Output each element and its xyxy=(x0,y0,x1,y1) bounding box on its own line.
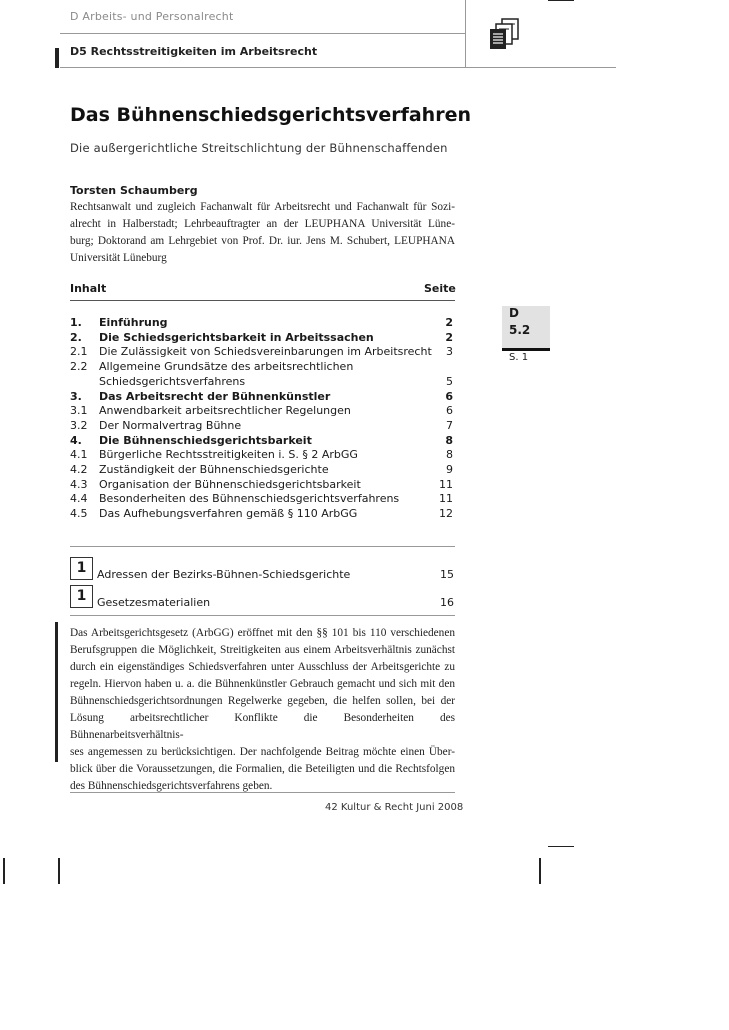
toc-page-number: 11 xyxy=(439,492,453,506)
author-bio xyxy=(70,199,455,267)
page-reference-icon xyxy=(70,557,93,580)
toc-number: 4.5 xyxy=(70,507,88,521)
toc-entry-title: Schiedsgerichtsverfahrens xyxy=(99,374,246,388)
author-bio-line: Rechtsanwalt und zugleich Fachanwalt für Arbeitsrecht und Fachanwalt für Sozi- xyxy=(70,201,455,213)
toc-entry-title: Das Aufhebungsverfahren gemäß § 110 ArbGG xyxy=(99,507,358,521)
subsection-header: D5 Rechtsstreitigkeiten im Arbeitsrecht xyxy=(70,45,318,58)
abstract-line: Bühnenschiedsgerichtsordnungen Regelwerke gegeben, die helfen sollen, bei der xyxy=(70,695,455,707)
reference-icon-digit: 1 xyxy=(72,559,91,578)
author-bio-line: alrecht in Halberstadt; Lehrbeauftragter an der LEUPHANA Universität Lüne- xyxy=(70,218,455,230)
toc-row xyxy=(70,477,455,492)
header-bottom-divider xyxy=(60,67,616,68)
toc-page-number: 7 xyxy=(446,418,453,432)
abstract-marker-bar xyxy=(55,622,58,762)
footer-text: 42 Kultur & Recht Juni 2008 xyxy=(325,802,464,813)
toc-number: 4.1 xyxy=(70,448,88,462)
toc-entry-title: Die Bühnenschiedsgerichtsbarkeit xyxy=(99,433,312,447)
page-reference-icon xyxy=(70,585,93,608)
abstract-line: regeln. Hiervon haben u. a. die Bühnenkünstler Gebrauch gemacht und sich mit den xyxy=(70,678,455,690)
toc-entry-title: Zuständigkeit der Bühnenschiedsgerichte xyxy=(99,463,329,476)
toc-row xyxy=(70,433,455,448)
toc-page-number: 6 xyxy=(445,389,453,403)
toc-page-number: 8 xyxy=(446,448,453,462)
reference-page: 16 xyxy=(440,596,454,609)
toc-divider xyxy=(70,300,455,301)
toc-row xyxy=(70,418,455,433)
abstract-line: blick über die Voraussetzungen, die Formalien, die Beteiligten und die Rechtsfolgen xyxy=(70,763,455,775)
toc-entry-title: Einführung xyxy=(99,316,168,329)
reference-item: Gesetzesmaterialien xyxy=(97,596,211,609)
toc-number: 2. xyxy=(70,330,82,344)
crop-mark xyxy=(539,858,541,884)
toc-number: 4.4 xyxy=(70,492,88,506)
toc-row xyxy=(70,491,455,506)
article-title: Das Bühnenschiedsgerichtsverfahren xyxy=(70,104,471,126)
toc-row xyxy=(70,359,455,374)
tab-page: S. 1 xyxy=(509,352,529,363)
abstract-line: Das Arbeitsgerichtsgesetz (ArbGG) eröffnet mit den §§ 101 bis 110 verschiedenen xyxy=(70,627,455,639)
author-name: Torsten Schaumberg xyxy=(70,184,198,197)
toc-entry-title: Das Arbeitsrecht der Bühnenkünstler xyxy=(99,389,331,403)
toc-entry-title: Organisation der Bühnenschiedsgerichtsbarkeit xyxy=(99,477,361,491)
toc-number: 4. xyxy=(70,433,82,447)
article-subtitle: Die außergerichtliche Streitschlichtung der Bühnenschaffenden xyxy=(70,141,448,155)
reference-item: Adressen der Bezirks-Bühnen-Schiedsgerichte xyxy=(97,568,351,581)
abstract-line: Lösung arbeitsrechtlicher Konflikte die Besonderheiten des Bühnenarbeitsverhältnis- xyxy=(70,712,455,741)
toc-page-number: 6 xyxy=(446,404,453,418)
toc-number: 3. xyxy=(70,389,82,403)
tab-letter: D xyxy=(509,306,519,320)
toc-row xyxy=(70,462,455,477)
toc-heading: Inhalt xyxy=(70,282,107,295)
toc-row xyxy=(70,315,455,330)
toc-row xyxy=(70,403,455,418)
document-stack-icon xyxy=(488,18,522,50)
abstract xyxy=(70,625,455,795)
abstract-line: ses angemessen zu berücksichtigen. Der nachfolgende Beitrag möchte einen Über- xyxy=(70,746,455,758)
toc-page-number: 11 xyxy=(439,477,453,491)
toc-number: 3.1 xyxy=(70,404,88,418)
abstract-line: durch ein eigenständiges Schiedsverfahren unter Ausschluss der Arbeitsgerichte zu xyxy=(70,661,455,673)
abstract-line: des Bühnenschiedsgerichtsverfahrens geben. xyxy=(70,780,273,792)
toc-number: 2.2 xyxy=(70,360,88,374)
toc-row xyxy=(70,344,455,359)
toc-row xyxy=(70,374,455,389)
toc-entry-title: Allgemeine Grundsätze des arbeitsrechtlichen xyxy=(99,360,354,374)
author-bio-line: Universität Lüneburg xyxy=(70,252,167,264)
references-divider-bottom xyxy=(70,615,455,616)
toc-row xyxy=(70,506,455,521)
crop-mark xyxy=(58,858,60,884)
toc-page-number: 9 xyxy=(446,463,453,476)
author-bio-line: burg; Doktorand am Lehrgebiet von Prof. Dr. iur. Jens M. Schubert, LEUPHANA xyxy=(70,235,455,247)
toc-entry-title: Bürgerliche Rechtsstreitigkeiten i. S. § 2 ArbGG xyxy=(99,448,358,462)
abstract-line: Berufsgruppen die Möglichkeit, Streitigkeiten aus einem Arbeitsverhältnis zunächst xyxy=(70,644,455,656)
toc-row xyxy=(70,389,455,404)
toc-page-number: 8 xyxy=(445,433,453,447)
toc-number: 4.3 xyxy=(70,477,88,491)
header-divider xyxy=(60,33,465,34)
footer-divider xyxy=(70,792,455,793)
reference-page: 15 xyxy=(440,568,454,581)
toc-entry-title: Der Normalvertrag Bühne xyxy=(99,418,242,432)
toc-entry-title: Besonderheiten des Bühnenschiedsgerichtsverfahrens xyxy=(99,492,400,506)
toc-entry-title: Anwendbarkeit arbeitsrechtlicher Regelungen xyxy=(99,404,351,418)
section-marker-bar xyxy=(55,48,59,68)
toc-page-heading: Seite xyxy=(424,282,456,295)
toc-page-number: 3 xyxy=(446,345,453,359)
toc-page-number: 5 xyxy=(446,374,453,388)
toc-number: 2.1 xyxy=(70,345,88,359)
toc-row xyxy=(70,447,455,462)
toc-page-number: 2 xyxy=(445,330,453,344)
toc-entry-title: Die Schiedsgerichtsbarkeit in Arbeitssachen xyxy=(99,330,374,344)
toc-number: 3.2 xyxy=(70,418,88,432)
toc-number: 1. xyxy=(70,316,82,329)
toc-page-number: 2 xyxy=(445,316,453,329)
header-vertical-divider xyxy=(465,0,466,67)
toc-entry-title: Die Zulässigkeit von Schiedsvereinbarungen im Arbeitsrecht xyxy=(99,345,432,359)
crop-mark xyxy=(548,846,574,847)
crop-mark xyxy=(548,0,574,1)
toc-row xyxy=(70,330,455,345)
section-tab xyxy=(502,306,550,351)
crop-mark xyxy=(3,858,5,884)
toc-number: 4.2 xyxy=(70,463,88,476)
reference-icon-digit: 1 xyxy=(72,587,91,606)
section-header: D Arbeits- und Personalrecht xyxy=(70,10,234,23)
references-divider-top xyxy=(70,546,455,547)
toc-page-number: 12 xyxy=(439,507,453,521)
tab-number: 5.2 xyxy=(509,323,531,337)
